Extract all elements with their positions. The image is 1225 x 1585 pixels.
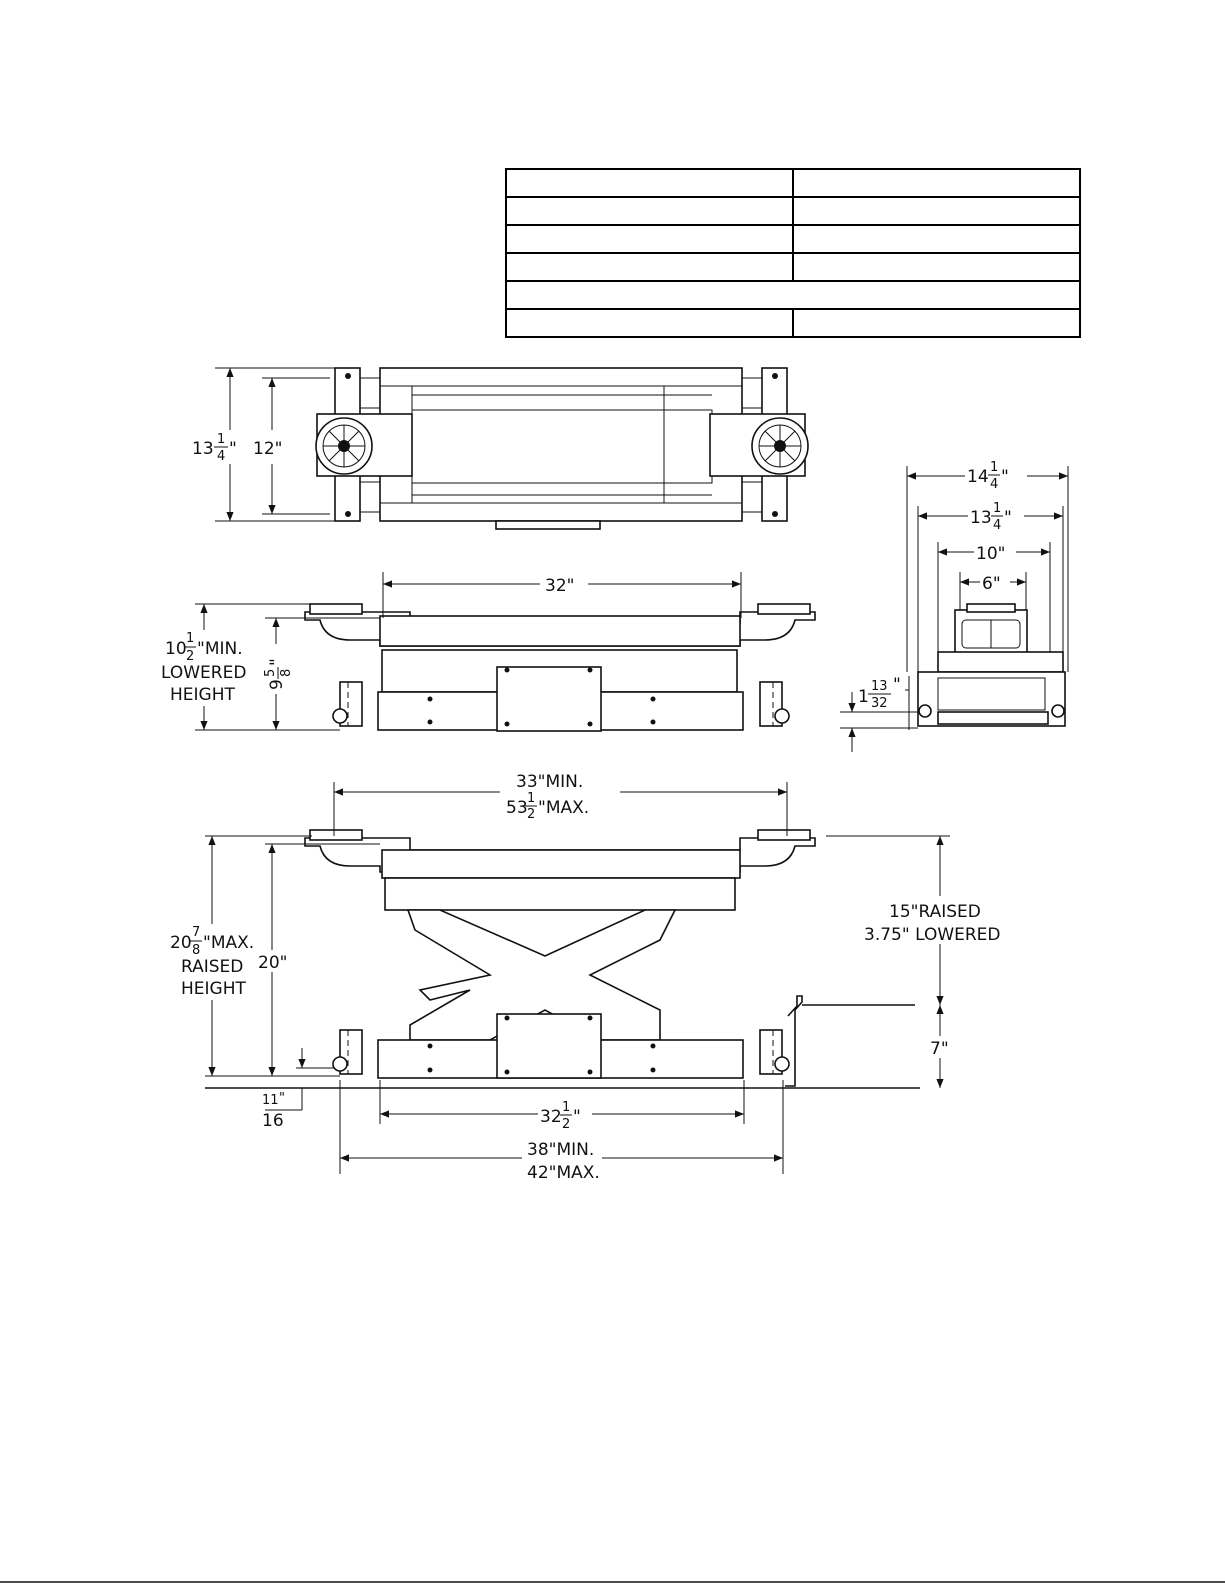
end-overall-width-frac-num: 1 xyxy=(990,460,999,475)
side-view-raised xyxy=(168,770,1014,1183)
arm-span-max-frac-den: 2 xyxy=(527,807,536,822)
lowered-frame-height-label: 9 xyxy=(267,679,287,690)
lowered-min-height-label: 10 xyxy=(165,639,187,659)
roller-span-max-label: 42"MAX. xyxy=(527,1163,600,1183)
end-rail-clearance-frac-den: 32 xyxy=(871,696,888,711)
end-rail-clearance-suffix: " xyxy=(893,675,901,695)
raised-label-line1: RAISED xyxy=(181,957,244,977)
lowered-min-height-frac-num: 1 xyxy=(186,631,195,646)
top-frame xyxy=(380,368,742,521)
lowered-min-height-suffix: "MIN. xyxy=(197,639,243,659)
side-view-lowered xyxy=(160,572,815,731)
end-pad-width-label: 6" xyxy=(982,574,1001,594)
base-width-label: 32 xyxy=(540,1107,562,1127)
end-rail-clearance-label: 1 xyxy=(858,687,869,707)
arm-span-max-label: 53 xyxy=(506,798,528,818)
top-handle-socket xyxy=(496,521,600,529)
end-frame-width-label: 13 xyxy=(970,508,992,528)
stroke-raised-label: 15"RAISED xyxy=(889,902,981,922)
lowered-frame-height-frac-den: 8 xyxy=(279,668,294,677)
raised-upper-frame xyxy=(385,878,735,910)
end-frame-width-suffix: " xyxy=(1004,508,1012,528)
raised-max-height-frac-num: 7 xyxy=(192,925,201,940)
lowered-cylinder-plate xyxy=(497,667,601,731)
end-view xyxy=(840,458,1068,752)
base-width-frac-num: 1 xyxy=(562,1100,571,1115)
end-overall-width-suffix: " xyxy=(1001,467,1009,487)
arm-span-max-suffix: "MAX. xyxy=(538,798,590,818)
handle-height-label: 7" xyxy=(930,1039,949,1059)
arm-span-max-frac-num: 1 xyxy=(527,791,536,806)
raised-label-line2: HEIGHT xyxy=(181,979,246,999)
roller-span-min-label: 38"MIN. xyxy=(527,1140,595,1160)
roller-offset-label: 11 xyxy=(262,1093,279,1108)
top-depth-suffix: " xyxy=(229,439,237,459)
end-frame-width-frac-num: 1 xyxy=(993,501,1002,516)
top-inner-depth-label: 12" xyxy=(253,439,283,459)
lowered-frame-height-frac-num: 5 xyxy=(263,668,278,677)
end-overall-width-label: 14 xyxy=(967,467,989,487)
end-inner-width-label: 10" xyxy=(976,544,1006,564)
arm-span-min-label: 33"MIN. xyxy=(516,772,584,792)
raised-cylinder-plate xyxy=(497,1014,601,1078)
raised-max-height-suffix: "MAX. xyxy=(203,933,255,953)
pump-handle xyxy=(785,996,802,1086)
top-depth-frac-num: 1 xyxy=(217,432,226,447)
top-depth-label: 13 xyxy=(192,439,214,459)
top-depth-frac-den: 4 xyxy=(217,449,226,464)
raised-max-height-label: 20 xyxy=(170,933,192,953)
end-top-plate xyxy=(938,652,1063,672)
roller-offset-suffix: " xyxy=(279,1091,285,1106)
top-view xyxy=(190,368,808,529)
end-overall-width-frac-den: 4 xyxy=(990,477,999,492)
raised-max-height-frac-den: 8 xyxy=(192,943,201,958)
end-rail-clearance-frac-num: 13 xyxy=(871,679,888,694)
lowered-frame-height-suffix: " xyxy=(267,658,287,666)
base-width-suffix: " xyxy=(573,1107,581,1127)
raised-height-label: 20" xyxy=(258,953,288,973)
lowered-min-height-frac-den: 2 xyxy=(186,649,195,664)
end-frame-width-frac-den: 4 xyxy=(993,518,1002,533)
stroke-lowered-label: 3.75" LOWERED xyxy=(864,925,1001,945)
roller-offset-den: 16 xyxy=(262,1111,284,1131)
lowered-label-line1: LOWERED xyxy=(161,663,247,683)
lowered-label-line2: HEIGHT xyxy=(170,685,235,705)
lowered-width-label: 32" xyxy=(545,576,575,596)
base-width-frac-den: 2 xyxy=(562,1117,571,1132)
